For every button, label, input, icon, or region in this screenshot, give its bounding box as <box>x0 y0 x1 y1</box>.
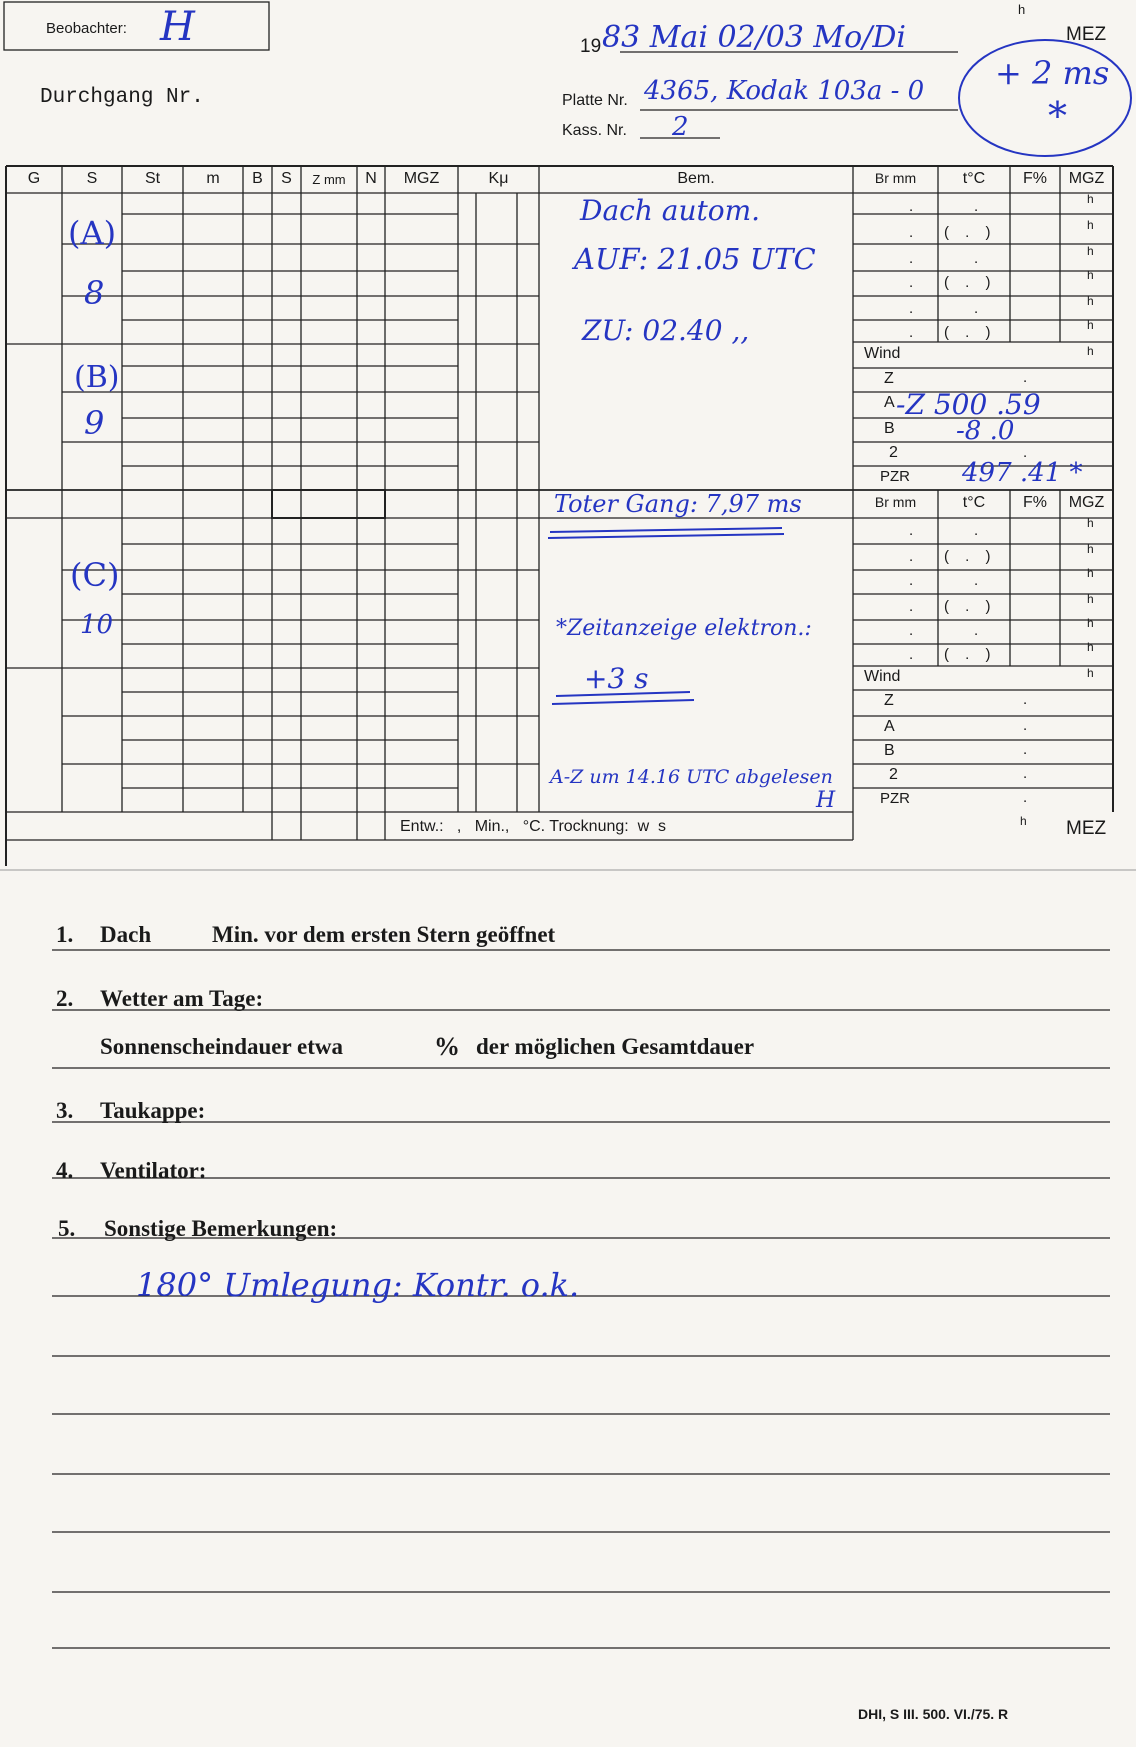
remark-time-display: *Zeitanzeige elektron.: <box>556 616 812 641</box>
q2-label: Wetter am Tage: <box>100 986 264 1011</box>
upper-temp-dot: . <box>974 250 985 267</box>
row-z-upper: Z <box>884 370 894 387</box>
lower-h-mark: h <box>1087 592 1094 606</box>
lower-temp-paren: ( . ) <box>944 548 997 565</box>
observer-value: H <box>160 4 195 50</box>
remark-az-initial: H <box>816 788 836 813</box>
group-c-number: 10 <box>80 610 114 640</box>
q5-number: 5. <box>58 1216 76 1241</box>
col-f-lower: F% <box>1023 494 1047 511</box>
q1-rest: Min. vor dem ersten Stern geöffnet <box>212 922 556 947</box>
lower-br-dot: . <box>909 646 914 663</box>
dot-2-upper: . <box>1023 444 1028 461</box>
col-kmu: Kμ <box>488 170 509 187</box>
transit-label: Durchgang Nr. <box>40 86 204 109</box>
col-st: St <box>144 170 161 187</box>
group-a-label: (A) <box>68 214 117 252</box>
plate-label: Platte Nr. <box>562 92 628 109</box>
lower-temp-dot: . <box>974 572 985 589</box>
group-b-number: 9 <box>84 404 105 442</box>
upper-br-dot: . <box>909 274 914 291</box>
upper-temp-dot: . <box>974 300 985 317</box>
upper-h-mark: h <box>1087 318 1094 332</box>
row-2-upper: 2 <box>889 444 898 461</box>
q1-label: Dach <box>100 922 152 947</box>
q2-sub-b: der möglichen Gesamtdauer <box>476 1034 755 1059</box>
lower-h-mark: h <box>1087 542 1094 556</box>
upper-br-dot: . <box>909 198 914 215</box>
q2-sub-a: Sonnenscheindauer etwa <box>100 1034 344 1059</box>
q4-number: 4. <box>56 1158 74 1183</box>
upper-wind-h-mark: h <box>1087 344 1094 358</box>
q4-label: Ventilator: <box>100 1158 207 1183</box>
remark-close: ZU: 02.40 ,, <box>582 314 750 347</box>
col-b: B <box>252 170 263 187</box>
lower-br-dot: . <box>909 572 914 589</box>
dot-b-lower: . <box>1023 741 1028 758</box>
lower-temp-dot: . <box>974 522 985 539</box>
lower-wind-h-mark: h <box>1087 666 1094 680</box>
col-bem: Bem. <box>677 170 715 187</box>
row-2-lower: 2 <box>889 766 898 783</box>
group-a-number: 8 <box>84 274 105 312</box>
lower-br-dot: . <box>909 622 914 639</box>
remark-az: A-Z um 14.16 UTC abgelesen <box>550 766 833 788</box>
upper-h-mark: h <box>1087 268 1094 282</box>
remark-dead-travel: Toter Gang: 7,97 ms <box>554 490 802 518</box>
row-a-upper: A <box>884 394 895 411</box>
group-c-label: (C) <box>70 556 120 594</box>
lower-br-dot: . <box>909 522 914 539</box>
a-value: -Z 500 .59 <box>896 388 1041 421</box>
upper-temp-paren: ( . ) <box>944 224 997 241</box>
upper-br-dot: . <box>909 300 914 317</box>
col-g: G <box>27 170 41 187</box>
row-pzr-upper: PZR <box>880 468 910 485</box>
q3-label: Taukappe: <box>100 1098 206 1123</box>
upper-h-mark: h <box>1087 218 1094 232</box>
col-mgz-lower: MGZ <box>1068 494 1105 511</box>
q5-answer: 180° Umlegung: Kontr. o.k. <box>136 1266 580 1304</box>
row-b-lower: B <box>884 742 895 759</box>
footer-h-label: h <box>1020 814 1027 828</box>
lower-temp-paren: ( . ) <box>944 646 997 663</box>
q1-number: 1. <box>56 922 74 947</box>
print-code: DHI, S III. 500. VI./75. R <box>858 1706 1009 1722</box>
col-br-mm: Br mm <box>874 170 917 186</box>
lower-h-mark: h <box>1087 516 1094 530</box>
dot-pzr-lower: . <box>1023 789 1028 806</box>
upper-br-dot: . <box>909 324 914 341</box>
col-mgz: MGZ <box>403 170 440 187</box>
pzr-value: 497 .41 * <box>962 458 1083 488</box>
col-zmm: Z mm <box>312 172 346 187</box>
year-prefix: 19 <box>580 36 602 57</box>
cassette-value: 2 <box>672 112 689 142</box>
development-line: Entw.: , Min., °C. Trocknung: w s <box>400 818 667 835</box>
wind-label-upper: Wind <box>864 345 901 362</box>
col-tc: t°C <box>962 170 986 187</box>
row-a-lower: A <box>884 718 895 735</box>
upper-temp-dot: . <box>974 198 985 215</box>
q2-sub-pct: % <box>434 1032 460 1061</box>
col-n: N <box>365 170 377 187</box>
col-mgz2: MGZ <box>1068 170 1105 187</box>
upper-br-dot: . <box>909 224 914 241</box>
remark-open: AUF: 21.05 UTC <box>574 242 816 276</box>
date-value: 83 Mai 02/03 Mo/Di <box>602 20 906 55</box>
upper-temp-paren: ( . ) <box>944 324 997 341</box>
header-h-label: h <box>1018 2 1026 17</box>
group-b-label: (B) <box>74 360 120 395</box>
row-pzr-lower: PZR <box>880 790 910 807</box>
upper-h-mark: h <box>1087 244 1094 258</box>
col-tc-lower: t°C <box>962 494 986 511</box>
lower-h-mark: h <box>1087 616 1094 630</box>
wind-label-lower: Wind <box>864 668 901 685</box>
lower-br-dot: . <box>909 598 914 615</box>
circle-note-ms: + 2 ms <box>995 54 1110 92</box>
q3-number: 3. <box>56 1098 74 1123</box>
dot-z-lower: . <box>1023 691 1028 708</box>
observer-label: Beobachter: <box>46 20 127 37</box>
upper-h-mark: h <box>1087 294 1094 308</box>
col-f: F% <box>1023 170 1047 187</box>
cassette-label: Kass. Nr. <box>562 122 627 139</box>
remark-time-value: +3 s <box>584 662 649 695</box>
lower-temp-paren: ( . ) <box>944 598 997 615</box>
upper-br-dot: . <box>909 250 914 267</box>
row-b-upper: B <box>884 420 895 437</box>
col-br-mm-lower: Br mm <box>874 494 917 510</box>
lower-h-mark: h <box>1087 566 1094 580</box>
dot-2-lower: . <box>1023 765 1028 782</box>
circle-note-star: * <box>1048 94 1067 138</box>
lower-h-mark: h <box>1087 640 1094 654</box>
b-value: -8 .0 <box>956 416 1015 446</box>
lower-temp-dot: . <box>974 622 985 639</box>
col-s: S <box>86 170 98 187</box>
dot-a-lower: . <box>1023 717 1028 734</box>
col-s2: S <box>281 170 292 187</box>
upper-h-mark: h <box>1087 192 1094 206</box>
row-z-lower: Z <box>884 692 894 709</box>
q5-label: Sonstige Bemerkungen: <box>104 1216 338 1241</box>
plate-value: 4365, Kodak 103a - 0 <box>644 76 925 106</box>
upper-temp-paren: ( . ) <box>944 274 997 291</box>
header-mez-label: MEZ <box>1066 24 1107 45</box>
q2-number: 2. <box>56 986 74 1011</box>
col-m: m <box>206 170 220 187</box>
dot-z-upper: . <box>1023 369 1028 386</box>
remark-roof: Dach autom. <box>580 194 761 227</box>
lower-br-dot: . <box>909 548 914 565</box>
footer-mez-label: MEZ <box>1066 818 1107 839</box>
